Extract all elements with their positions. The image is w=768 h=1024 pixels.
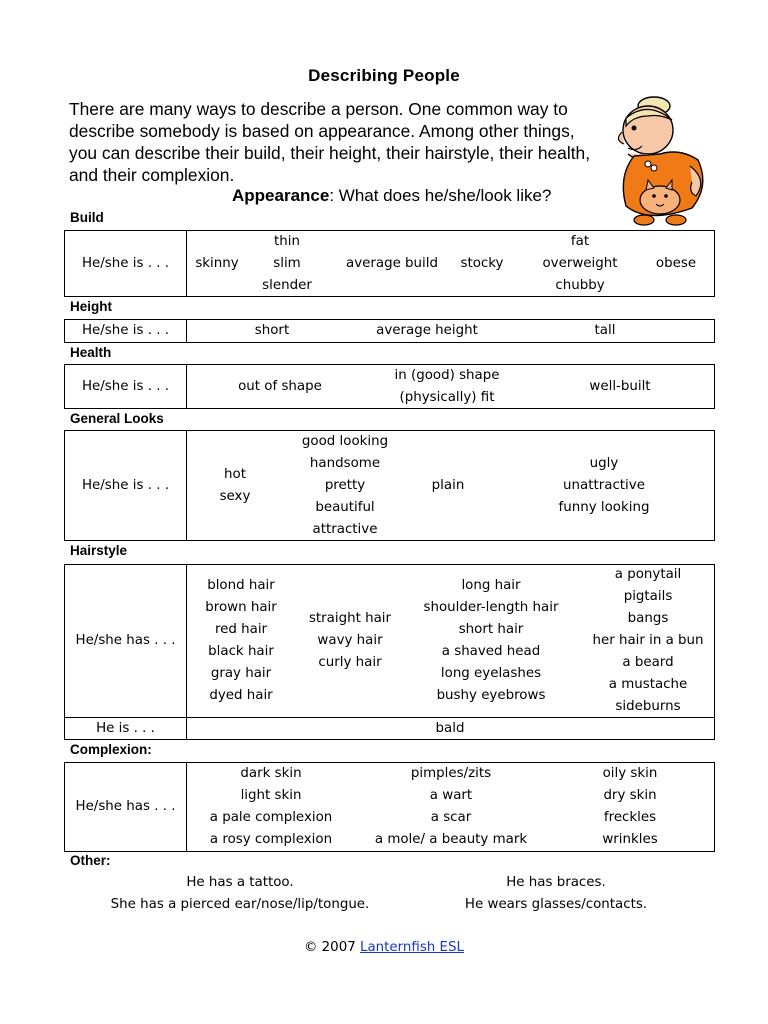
other-left-list	[90, 872, 390, 916]
hair-extras-list	[581, 565, 715, 716]
complexion-word: wrinkles	[602, 832, 658, 847]
complexion-word: dry skin	[603, 788, 657, 803]
complexion-word: dark skin	[240, 766, 302, 781]
section-heading-health: Health	[70, 345, 112, 360]
hairstyle-table	[64, 564, 715, 740]
hair-word: bangs	[627, 610, 669, 626]
build-word: slender	[262, 277, 312, 293]
health-table	[64, 364, 715, 409]
hair-word: curly hair	[318, 654, 382, 670]
section-heading-general-looks: General Looks	[70, 411, 164, 426]
hair-word: bushy eyebrows	[436, 687, 546, 703]
build-fat-list	[527, 231, 633, 296]
build-obese: obese	[655, 255, 697, 271]
complexion-word: a scar	[430, 810, 472, 825]
general-ugly-list	[545, 431, 663, 540]
general-lead: He/she is . . .	[81, 477, 169, 493]
build-stocky: stocky	[460, 255, 504, 271]
complexion-col3	[585, 763, 675, 851]
hair-types-list	[295, 565, 405, 716]
build-word: slim	[273, 255, 301, 271]
hair-lengths-list	[413, 565, 569, 716]
hair-word: straight hair	[308, 610, 392, 626]
section-heading-other: Other:	[70, 853, 111, 868]
general-good-list	[285, 431, 405, 540]
hair-word: a beard	[622, 654, 674, 670]
hair-word: brown hair	[205, 599, 277, 615]
hair-word: a mustache	[608, 676, 688, 692]
build-skinny: skinny	[195, 255, 239, 271]
hair-word: red hair	[214, 621, 268, 637]
height-lead: He/she is . . .	[81, 323, 169, 338]
height-short: short	[254, 323, 290, 338]
hair-word: blond hair	[207, 577, 275, 593]
hair-word: long eyelashes	[440, 665, 542, 681]
hair-word: short hair	[458, 621, 524, 637]
hair-word: wavy hair	[317, 632, 383, 648]
hair-word: a ponytail	[614, 566, 682, 582]
hair-word: pigtails	[623, 588, 673, 604]
other-right-list	[456, 872, 656, 916]
build-average: average build	[345, 255, 438, 271]
health-out-of-shape: out of shape	[238, 378, 322, 394]
general-hot-list	[205, 431, 265, 540]
build-lead: He/she is . . .	[81, 255, 169, 271]
complexion-word: light skin	[240, 788, 302, 803]
general-word: hot	[224, 466, 246, 482]
page-title: Describing People	[308, 66, 460, 85]
build-word: fat	[570, 233, 590, 249]
lanternfish-esl-link[interactable]: Lanternfish ESL	[360, 940, 464, 955]
complexion-word: oily skin	[602, 766, 658, 781]
complexion-word: freckles	[603, 810, 657, 825]
appearance-question	[232, 186, 551, 206]
complexion-col2	[371, 763, 531, 851]
build-word: overweight	[542, 255, 618, 271]
hairstyle-lead-bald: He is . . .	[96, 720, 155, 736]
appearance-question-text: : What does he/she/look like?	[329, 186, 552, 205]
build-table	[64, 230, 715, 297]
health-lead: He/she is . . .	[81, 378, 169, 394]
general-looks-table	[64, 430, 715, 541]
hair-word: long hair	[461, 577, 521, 593]
hair-word: gray hair	[210, 665, 272, 681]
hair-word: dyed hair	[209, 687, 273, 703]
hair-bald: bald	[435, 720, 465, 736]
hair-word: a shaved head	[441, 643, 541, 659]
appearance-label: Appearance	[232, 186, 330, 205]
general-word: beautiful	[315, 499, 375, 515]
section-heading-build: Build	[70, 210, 104, 225]
general-word: unattractive	[563, 477, 645, 493]
general-word: ugly	[589, 455, 619, 471]
section-heading-height: Height	[70, 299, 112, 314]
general-word: attractive	[312, 521, 378, 537]
section-heading-complexion: Complexion:	[70, 742, 152, 757]
height-table	[64, 319, 715, 343]
hair-word: sideburns	[615, 698, 681, 714]
general-word: funny looking	[558, 499, 650, 515]
complexion-lead: He/she has . . .	[75, 799, 176, 814]
hair-colors-list	[191, 565, 291, 716]
general-word: good looking	[301, 433, 389, 449]
complexion-table	[64, 762, 715, 852]
health-word: (physically) fit	[399, 389, 495, 405]
complexion-col1	[201, 763, 341, 851]
other-item: She has a pierced ear/nose/lip/tongue.	[110, 897, 370, 912]
height-tall: tall	[594, 323, 616, 338]
complexion-word: a wart	[429, 788, 473, 803]
build-word: chubby	[555, 277, 605, 293]
intro-paragraph: There are many ways to describe a person. One common way to describe somebody is based on appearance. Among other things, you can describe their build, their height, their hairstyle, their health, and their complexion.	[69, 99, 591, 185]
cartoon-woman-with-cat-illustration	[608, 96, 718, 228]
other-item: He wears glasses/contacts.	[464, 897, 648, 912]
complexion-word: a pale complexion	[209, 810, 333, 825]
copyright-text: © 2007	[304, 940, 360, 955]
build-word: thin	[274, 233, 300, 249]
footer	[0, 940, 768, 955]
hair-word: her hair in a bun	[592, 632, 704, 648]
general-word: sexy	[219, 488, 251, 504]
general-plain: plain	[431, 477, 465, 493]
health-good-list	[377, 365, 517, 408]
complexion-word: pimples/zits	[410, 766, 492, 781]
other-item: He has braces.	[506, 875, 606, 890]
hair-word: black hair	[208, 643, 274, 659]
health-word: in (good) shape	[394, 367, 500, 383]
complexion-word: a rosy complexion	[209, 832, 333, 847]
general-word: pretty	[324, 477, 366, 493]
complexion-word: a mole/ a beauty mark	[374, 832, 528, 847]
health-well-built: well-built	[589, 378, 651, 394]
height-average: average height	[376, 323, 478, 338]
other-item: He has a tattoo.	[186, 875, 294, 890]
hairstyle-lead: He/she has . . .	[75, 632, 176, 648]
section-heading-hairstyle: Hairstyle	[70, 543, 128, 558]
build-thin-list	[247, 231, 327, 296]
general-word: handsome	[309, 455, 381, 471]
hair-word: shoulder-length hair	[423, 599, 559, 615]
